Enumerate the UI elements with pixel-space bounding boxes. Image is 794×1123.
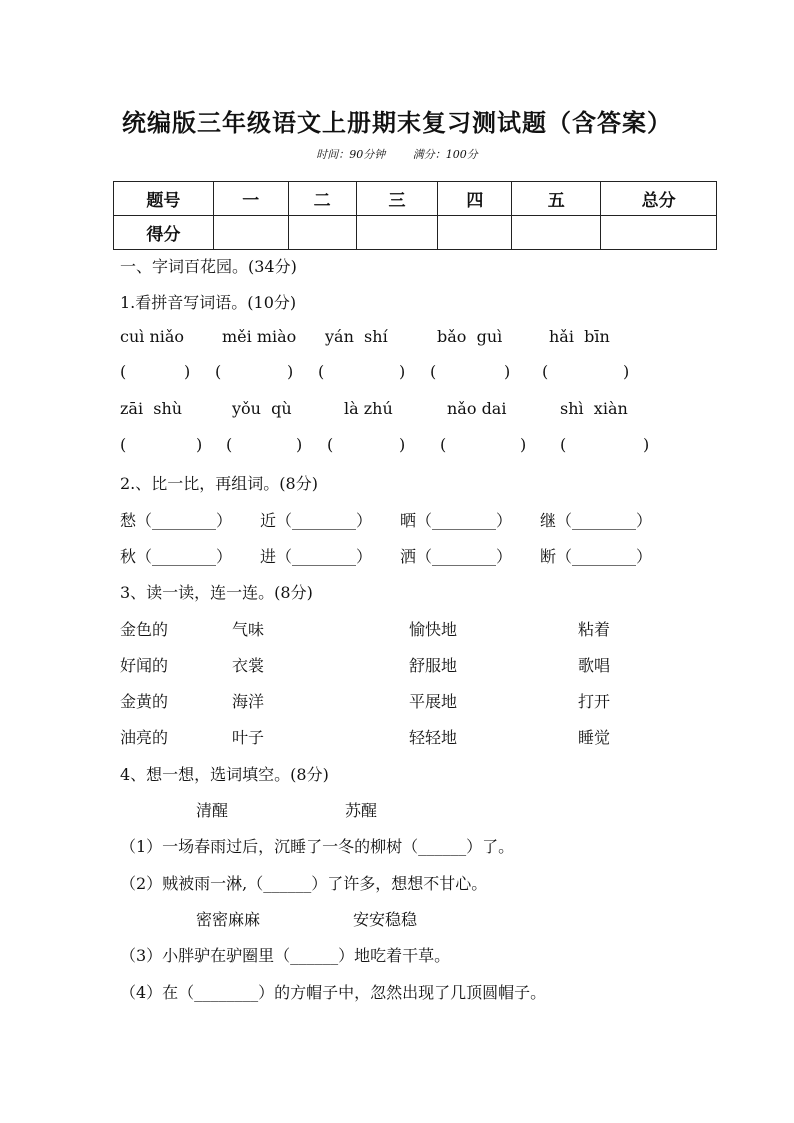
score-table-header: 题号 — [114, 182, 214, 216]
pinyin-item: zāi shù — [120, 399, 183, 418]
exam-full-score: 满分：100分 — [412, 148, 478, 161]
q2-title: 2.、比一比，再组词。(8分) — [120, 474, 318, 493]
compare-item: 继（________） — [540, 511, 653, 530]
pinyin-item: cuì niǎo — [120, 327, 185, 346]
pinyin-item: là zhú — [344, 399, 393, 418]
pinyin-item: bǎo guì — [437, 327, 503, 346]
score-cell[interactable] — [288, 216, 356, 250]
answer-blank[interactable]: （________） — [276, 547, 373, 566]
match-item[interactable]: 海洋 — [232, 692, 265, 711]
score-cell[interactable] — [213, 216, 288, 250]
q1-title: 1.看拼音写词语。(10分) — [120, 293, 297, 312]
q4-title: 4、想一想，选词填空。(8分) — [120, 765, 329, 784]
pinyin-item: měi miào — [222, 327, 297, 346]
score-table-header: 四 — [438, 182, 512, 216]
answer-blank[interactable]: （________） — [136, 511, 233, 530]
score-table-header: 二 — [288, 182, 356, 216]
pinyin-item: yǒu qù — [232, 399, 292, 418]
match-item[interactable]: 歌唱 — [578, 656, 611, 675]
score-cell[interactable] — [356, 216, 438, 250]
score-cell[interactable] — [438, 216, 512, 250]
score-row-label: 得分 — [114, 216, 214, 250]
compare-item: 进（________） — [260, 547, 373, 566]
answer-blank[interactable]: （________） — [416, 547, 513, 566]
pinyin-item: yán shí — [325, 327, 388, 346]
compare-item: 近（________） — [260, 511, 373, 530]
match-item[interactable]: 舒服地 — [409, 656, 458, 675]
score-table-header: 总分 — [601, 182, 717, 216]
pinyin-item: hǎi bīn — [549, 327, 610, 346]
score-cell[interactable] — [601, 216, 717, 250]
compare-item: 洒（________） — [400, 547, 513, 566]
pinyin-item: shì xiàn — [560, 399, 628, 418]
compare-item: 愁（________） — [120, 511, 233, 530]
match-item[interactable]: 愉快地 — [409, 620, 458, 639]
match-item[interactable]: 打开 — [578, 692, 611, 711]
answer-blank[interactable]: （________） — [416, 511, 513, 530]
match-item[interactable]: 睡觉 — [578, 728, 611, 747]
match-item[interactable]: 好闻的 — [120, 656, 169, 675]
score-cell[interactable] — [512, 216, 601, 250]
fill-sentence[interactable]: （2）贼被雨一淋,（______）了许多，想想不甘心。 — [120, 874, 488, 893]
score-table-header: 五 — [512, 182, 601, 216]
word-choice: 安安稳稳 — [353, 910, 418, 929]
match-item[interactable]: 轻轻地 — [409, 728, 458, 747]
exam-time: 时间：90分钟 — [316, 148, 386, 161]
match-item[interactable]: 粘着 — [578, 620, 611, 639]
compare-item: 断（________） — [540, 547, 653, 566]
score-table-header-row — [114, 182, 717, 216]
answer-blank[interactable]: （________） — [556, 511, 653, 530]
fill-sentence[interactable]: （4）在（________）的方帽子中，忽然出现了几顶圆帽子。 — [120, 983, 547, 1002]
match-item[interactable]: 衣裳 — [232, 656, 265, 675]
match-item[interactable]: 金黄的 — [120, 692, 169, 711]
word-choice: 苏醒 — [345, 801, 378, 820]
q3-title: 3、读一读，连一连。(8分) — [120, 583, 313, 602]
page-title: 统编版三年级语文上册期末复习测试题（含答案） — [122, 109, 672, 137]
section-1-title: 一、字词百花园。(34分) — [120, 257, 297, 276]
score-table-header: 一 — [213, 182, 288, 216]
match-item[interactable]: 油亮的 — [120, 728, 169, 747]
answer-blank[interactable]: （________） — [556, 547, 653, 566]
pinyin-item: nǎo dai — [447, 399, 507, 418]
fill-sentence[interactable]: （3）小胖驴在驴圈里（______）地吃着干草。 — [120, 946, 451, 965]
score-table — [113, 181, 717, 250]
fill-sentence[interactable]: （1）一场春雨过后，沉睡了一冬的柳树（______）了。 — [120, 837, 515, 856]
answer-blank[interactable]: （________） — [136, 547, 233, 566]
compare-item: 秋（________） — [120, 547, 233, 566]
answer-blank[interactable]: （________） — [276, 511, 373, 530]
match-item[interactable]: 叶子 — [232, 728, 265, 747]
word-choice: 清醒 — [196, 801, 229, 820]
score-table-header: 三 — [356, 182, 438, 216]
word-choice: 密密麻麻 — [196, 910, 261, 929]
score-table-score-row — [114, 216, 717, 250]
compare-item: 晒（________） — [400, 511, 513, 530]
match-item[interactable]: 金色的 — [120, 620, 169, 639]
exam-info — [0, 146, 794, 162]
match-item[interactable]: 平展地 — [409, 692, 458, 711]
match-item[interactable]: 气味 — [232, 620, 265, 639]
